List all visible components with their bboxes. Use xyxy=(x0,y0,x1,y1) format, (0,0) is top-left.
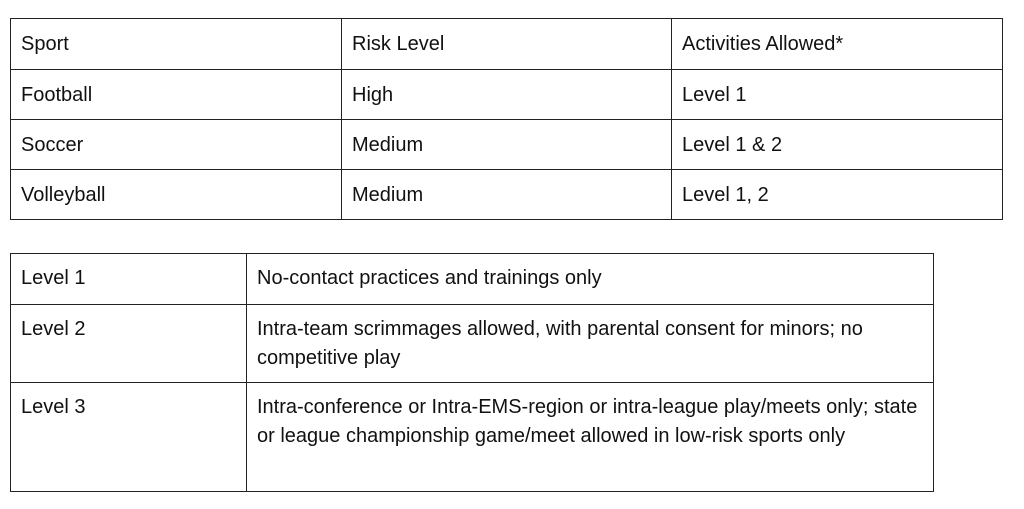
header-sport: Sport xyxy=(11,19,342,70)
table-row xyxy=(11,305,934,383)
level-description-cell: No-contact practices and trainings only xyxy=(247,254,934,305)
level-cell: Level 3 xyxy=(11,383,247,492)
table-row xyxy=(11,254,934,305)
risk-level-cell: High xyxy=(342,70,672,120)
activities-cell: Level 1, 2 xyxy=(672,170,1003,220)
risk-level-cell: Medium xyxy=(342,170,672,220)
level-description-cell: Intra-team scrimmages allowed, with parental consent for minors; no competitive play xyxy=(247,305,934,383)
level-cell: Level 1 xyxy=(11,254,247,305)
activities-cell: Level 1 xyxy=(672,70,1003,120)
table-header-row xyxy=(11,19,1003,70)
risk-level-cell: Medium xyxy=(342,120,672,170)
header-activities-allowed: Activities Allowed* xyxy=(672,19,1003,70)
table-row xyxy=(11,70,1003,120)
table-row xyxy=(11,120,1003,170)
sports-risk-table xyxy=(10,18,1003,220)
table-row xyxy=(11,170,1003,220)
activity-levels-table xyxy=(10,253,934,492)
level-cell: Level 2 xyxy=(11,305,247,383)
sport-cell: Football xyxy=(11,70,342,120)
sport-cell: Volleyball xyxy=(11,170,342,220)
table-row xyxy=(11,383,934,492)
level-description-cell: Intra-conference or Intra-EMS-region or intra-league play/meets only; state or league championship game/meet allowed in low-risk sports only xyxy=(247,383,934,492)
sport-cell: Soccer xyxy=(11,120,342,170)
header-risk-level: Risk Level xyxy=(342,19,672,70)
activities-cell: Level 1 & 2 xyxy=(672,120,1003,170)
